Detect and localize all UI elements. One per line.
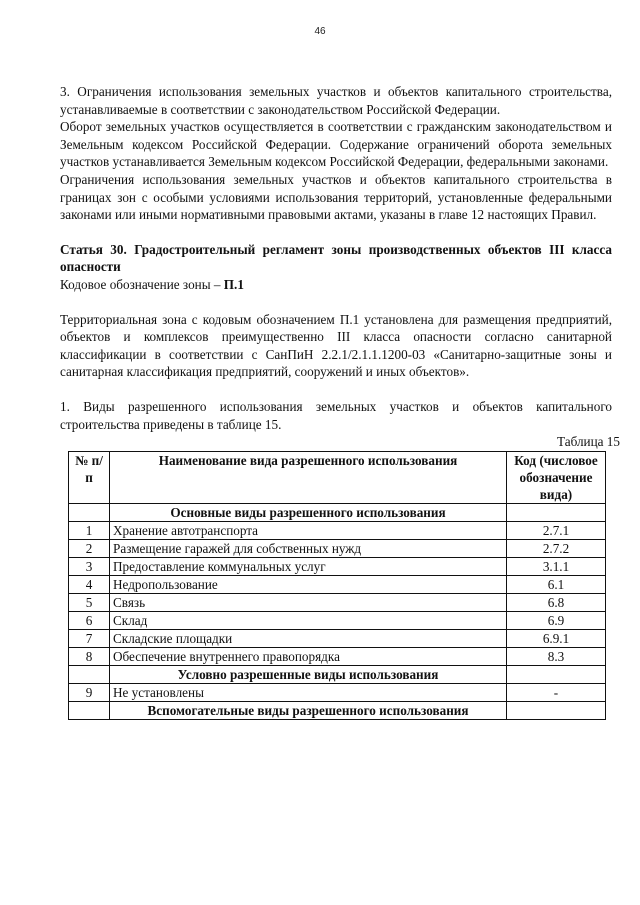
paragraph-land-turnover: Оборот земельных участков осуществляется в соответствии с гражданским законодательством и Земельным кодексом Российской Федерации. Содержание ограничений оборота земельных участков устанавливается Земельным кодексом Российской Федерации, федеральными законами.	[60, 119, 612, 170]
table-row	[69, 593, 606, 611]
row-num: 8	[69, 647, 110, 665]
row-code: 2.7.1	[507, 521, 606, 539]
row-num: 3	[69, 557, 110, 575]
section-title-main: Основные виды разрешенного использования	[110, 503, 507, 521]
table-intro: 1. Виды разрешенного использования земельных участков и объектов капитального строительства приведены в таблице 15.	[60, 398, 612, 432]
row-num: 5	[69, 593, 110, 611]
row-name: Недропользование	[110, 575, 507, 593]
row-code: -	[507, 683, 606, 701]
row-code: 6.1	[507, 575, 606, 593]
zone-code-label: Кодовое обозначение зоны –	[60, 276, 224, 292]
row-num: 4	[69, 575, 110, 593]
page-number: 46	[314, 26, 326, 37]
paragraph-special-zones: Ограничения использования земельных участков и объектов капитального строительства в границах зон с особыми условиями использования территорий, установленные федеральными законами или иными нормативными правовыми актами, указаны в главе 12 настоящих Правил.	[60, 171, 612, 223]
row-name: Склад	[110, 611, 507, 629]
row-num: 6	[69, 611, 110, 629]
table-row	[69, 629, 606, 647]
section-title-conditional: Условно разрешенные виды использования	[110, 665, 507, 683]
row-num: 1	[69, 521, 110, 539]
table-row	[69, 647, 606, 665]
row-code: 2.7.2	[507, 539, 606, 557]
row-name: Складские площадки	[110, 629, 507, 647]
row-code: 6.9.1	[507, 629, 606, 647]
row-num: 7	[69, 629, 110, 647]
row-name: Обеспечение внутреннего правопорядка	[110, 647, 507, 665]
article-title: Статья 30. Градостроительный регламент зоны производственных объектов III класса опасности	[60, 241, 612, 275]
document-body	[60, 83, 620, 720]
zone-description: Территориальная зона с кодовым обозначением П.1 установлена для размещения предприятий, объектов и комплексов преимущественно III класса опасности согласно санитарной классификации в соответствии с СанПиН 2.2.1/2.1.1.1200-03 «Санитарно-защитные зоны и санитарная классификация предприятий, сооружений и иных объектов».	[60, 311, 612, 380]
row-code: 6.8	[507, 593, 606, 611]
section-row-conditional	[69, 665, 606, 683]
zone-code-line	[60, 276, 612, 294]
table-header-row	[69, 451, 606, 503]
section-row-main	[69, 503, 606, 521]
row-code: 8.3	[507, 647, 606, 665]
table-caption: Таблица 15	[557, 434, 620, 450]
row-code: 3.1.1	[507, 557, 606, 575]
table-row	[69, 611, 606, 629]
table-row	[69, 539, 606, 557]
row-code: 6.9	[507, 611, 606, 629]
section-row-auxiliary	[69, 701, 606, 719]
zone-code: П.1	[223, 276, 244, 292]
header-num: № п/п	[69, 451, 110, 503]
table-row	[69, 683, 606, 701]
section-title-auxiliary: Вспомогательные виды разрешенного использования	[110, 701, 507, 719]
table-row	[69, 521, 606, 539]
row-num: 9	[69, 683, 110, 701]
permitted-use-table	[68, 451, 606, 720]
header-code: Код (числовое обозначение вида)	[507, 451, 606, 503]
row-num: 2	[69, 539, 110, 557]
row-name: Хранение автотранспорта	[110, 521, 507, 539]
table-row	[69, 575, 606, 593]
row-name: Размещение гаражей для собственных нужд	[110, 539, 507, 557]
row-name: Не установлены	[110, 683, 507, 701]
row-name: Связь	[110, 593, 507, 611]
paragraph-restrictions: 3. Ограничения использования земельных участков и объектов капитального строительства, устанавливаемые в соответствии с законодательством Российской Федерации.	[60, 84, 612, 117]
table-row	[69, 557, 606, 575]
row-name: Предоставление коммунальных услуг	[110, 557, 507, 575]
header-name: Наименование вида разрешенного использования	[110, 451, 507, 503]
